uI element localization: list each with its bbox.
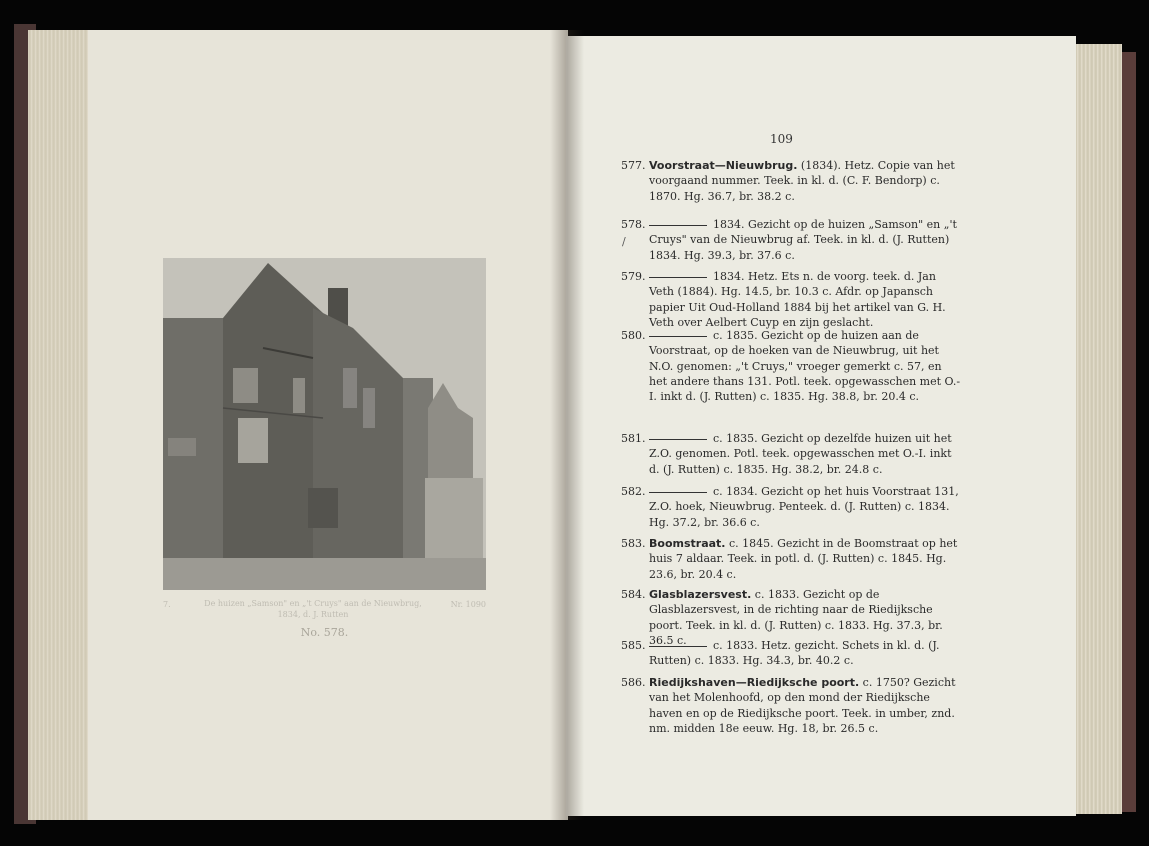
entry-number: 578. [621,218,646,231]
ditto-dash [649,225,707,226]
caption-right: Nr. 1090 [450,600,486,609]
caption-text: De huizen „Samson" en „'t Cruys" aan de Nieuwbrug, 1834, d. J. Rutten [204,599,422,619]
entry-heading: Voorstraat—Nieuwbrug. [649,159,798,172]
page-edges-right [1070,44,1122,814]
entry-text: c. 1833. Gezicht op de Glasblazersvest, in de richting naar de Riedijksche poort. Teek. in kl. d. (J. Rutten) c. 1833. Hg. 37.3, br. 36.5 c. [649,588,943,647]
entry-text: (1834). Hetz. Copie van het voorgaand nummer. Teek. in kl. d. (C. F. Bendorp) c. 1870. Hg. 36.7, br. 38.2 c. [649,159,955,203]
ditto-dash [649,439,707,440]
entry-heading: Boomstraat. [649,537,726,550]
entry-heading: Glasblazersvest. [649,588,752,601]
entry-number: 580. [621,329,646,342]
caption-left: 7. [163,600,171,609]
margin-mark: / [622,235,626,248]
page-number: 109 [770,132,793,146]
entry-text: c. 1835. Gezicht op de huizen aan de Voorstraat, op de hoeken van de Nieuwbrug, uit het N.O. genomen: „'t Cruys," vroeger gemerkt c. 57, en het andere thans 131. Potl. teek. opgewasschen met O.-I. inkt d. (J. Rutten) c. 1835. Hg. 38.8, br. 20.4 c. [649,329,961,404]
entry-number: 579. [621,270,646,283]
entry-number: 586. [621,676,646,689]
entry-number: 582. [621,485,646,498]
entry-heading: Riedijkshaven—Riedijksche poort. [649,676,860,689]
ditto-dash [649,277,707,278]
book-gutter [550,30,584,820]
ditto-dash [649,336,707,337]
entry-text: 1834. Gezicht op de huizen „Samson" en „'t Cruys" van de Nieuwbrug af. Teek. in kl. d. (J. Rutten) 1834. Hg. 39.3, br. 37.6 c. [649,218,957,262]
ditto-dash [649,646,707,647]
entry-text: c. 1834. Gezicht op het huis Voorstraat 131, Z.O. hoek, Nieuwbrug. Penteek. d. (J. Rutten) c. 1834. Hg. 37.2, br. 36.6 c. [649,485,959,529]
entry-number: 583. [621,537,646,550]
entry-text: c. 1833. Hetz. gezicht. Schets in kl. d. (J. Rutten) c. 1833. Hg. 34.3, br. 40.2 c. [649,639,940,668]
entry-text: 1834. Hetz. Ets n. de voorg. teek. d. Jan Veth (1884). Hg. 14.5, br. 10.3 c. Afdr. op Japansch papier Uit Oud-Holland 1884 bij het artikel van G. H. Veth over Aelbert Cuyp en zijn geslacht. [649,270,946,329]
entry-number: 581. [621,432,646,445]
entry-text: c. 1750? Gezicht van het Molenhoofd, op den mond der Riedijksche haven en op de Riedijksche poort. Teek. in umber, znd. nm. midden 18e eeuw. Hg. 18, br. 26.5 c. [649,676,956,735]
entry-text: c. 1845. Gezicht in de Boomstraat op het huis 7 aldaar. Teek. in potl. d. (J. Rutten) c. 1845. Hg. 23.6, br. 20.4 c. [649,537,958,581]
house-photograph [163,258,486,590]
entry-number: 584. [621,588,646,601]
caption-number: No. 578. [300,626,349,639]
entry-number: 577. [621,159,646,172]
entry-number: 585. [621,639,646,652]
ditto-dash [649,492,707,493]
entry-text: c. 1835. Gezicht op dezelfde huizen uit het Z.O. genomen. Potl. teek. opgewasschen met O.-I. inkt d. (J. Rutten) c. 1835. Hg. 38.2, br. 24.8 c. [649,432,952,476]
